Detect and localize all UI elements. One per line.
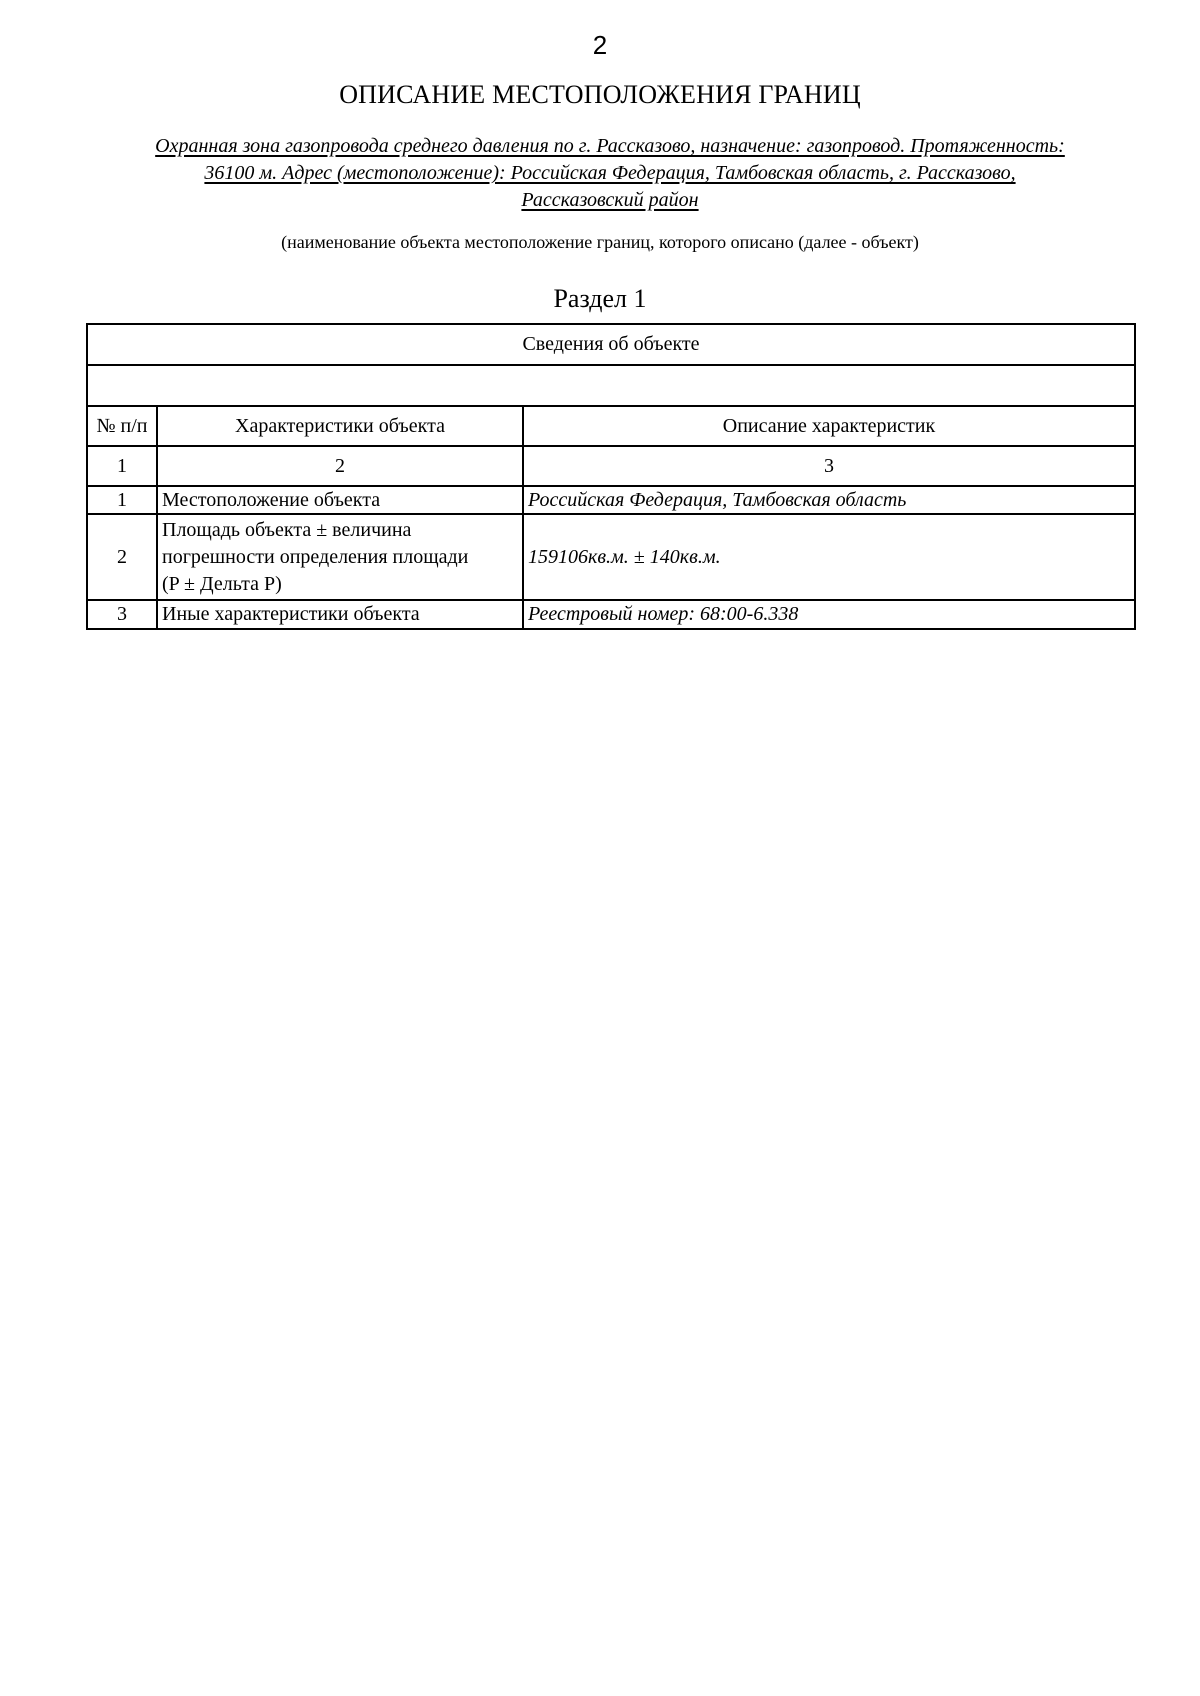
table-row — [87, 514, 1135, 600]
row-description: Российская Федерация, Тамбовская область — [523, 486, 1135, 514]
row-number: 1 — [87, 486, 157, 514]
object-name — [90, 133, 1130, 214]
table-empty-cell — [87, 365, 1135, 406]
object-name-line: 36100 м. Адрес (местоположение): Российская Федерация, Тамбовская область, г. Рассказово, — [204, 162, 1016, 184]
column-headers-row — [87, 406, 1135, 446]
object-name-line: Охранная зона газопровода среднего давления по г. Рассказово, назначение: газопровод. Протяженность: — [155, 135, 1065, 157]
column-number: 2 — [157, 446, 523, 486]
column-header-characteristic: Характеристики объекта — [157, 406, 523, 446]
column-numbers-row — [87, 446, 1135, 486]
page-number: 2 — [592, 30, 608, 60]
document-title: ОПИСАНИЕ МЕСТОПОЛОЖЕНИЯ ГРАНИЦ — [339, 80, 861, 109]
characteristic-line: Площадь объекта ± величина — [162, 518, 412, 541]
row-characteristic: Иные характеристики объекта — [157, 600, 523, 629]
table-row — [87, 486, 1135, 514]
object-info-table — [86, 323, 1136, 630]
section-title: Раздел 1 — [553, 284, 647, 313]
characteristic-line: погрешности определения площади — [162, 545, 469, 568]
row-number: 2 — [87, 514, 157, 600]
row-description: Реестровый номер: 68:00-6.338 — [523, 600, 1135, 629]
column-number: 1 — [87, 446, 157, 486]
row-description: 159106кв.м. ± 140кв.м. — [523, 514, 1135, 600]
table-header-row — [87, 324, 1135, 365]
characteristic-line: (P ± Дельта P) — [162, 572, 282, 595]
object-caption: (наименование объекта местоположение границ, которого описано (далее - объект) — [281, 232, 919, 252]
column-header-description: Описание характеристик — [523, 406, 1135, 446]
row-characteristic — [157, 514, 523, 600]
table-row — [87, 600, 1135, 629]
column-number: 3 — [523, 446, 1135, 486]
table-header: Сведения об объекте — [87, 324, 1135, 365]
column-header-num: № п/п — [87, 406, 157, 446]
table-empty-row — [87, 365, 1135, 406]
row-number: 3 — [87, 600, 157, 629]
object-name-line: Рассказовский район — [521, 189, 699, 211]
row-characteristic: Местоположение объекта — [157, 486, 523, 514]
